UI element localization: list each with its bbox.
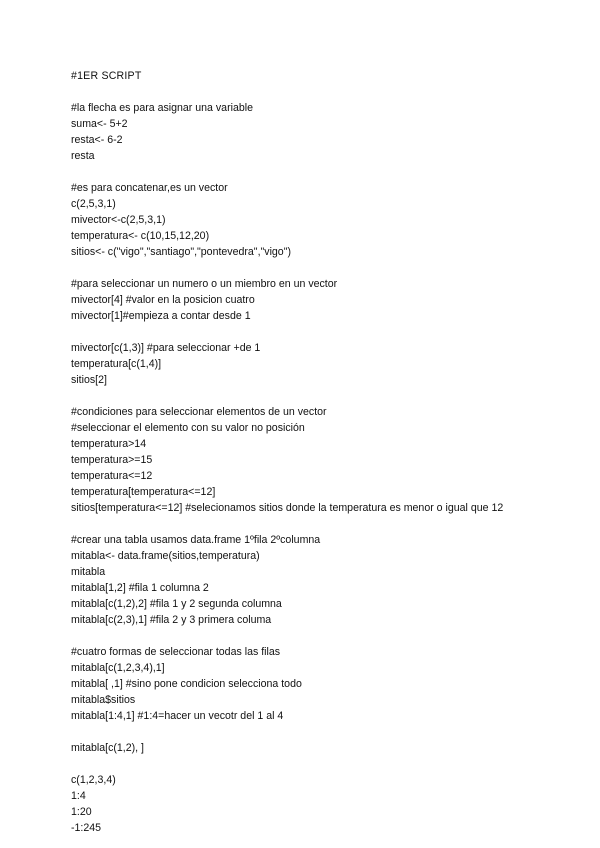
code-line: suma<- 5+2	[71, 118, 128, 130]
code-line: c(2,5,3,1)	[71, 198, 116, 210]
blank-line	[71, 84, 591, 100]
code-line: resta	[71, 150, 95, 162]
code-line: temperatura<- c(10,15,12,20)	[71, 230, 210, 242]
code-line: sitios<- c("vigo","santiago","pontevedra","vigo")	[71, 246, 291, 258]
code-line: mitabla<- data.frame(sitios,temperatura)	[71, 550, 260, 562]
comment-line: #crear una tabla usamos data.frame 1ºfila 2ºcolumna	[71, 534, 321, 546]
blank-line	[71, 516, 591, 532]
code-line: mitabla	[71, 566, 106, 578]
code-line: 1:20	[71, 806, 92, 818]
script-text	[71, 68, 591, 836]
blank-line	[71, 388, 591, 404]
code-line: mitabla[c(1,2,3,4),1]	[71, 662, 165, 674]
blank-line	[71, 324, 591, 340]
code-line: temperatura[temperatura<=12]	[71, 486, 216, 498]
blank-line	[71, 164, 591, 180]
code-line: mitabla[c(1,2), ]	[71, 742, 145, 754]
code-line: sitios[2]	[71, 374, 107, 386]
code-line: temperatura<=12	[71, 470, 153, 482]
comment-line: #es para concatenar,es un vector	[71, 182, 228, 194]
code-line: mitabla$sitios	[71, 694, 136, 706]
code-line: c(1,2,3,4)	[71, 774, 116, 786]
comment-line: #para seleccionar un numero o un miembro en un vector	[71, 278, 338, 290]
code-line: mivector[c(1,3)] #para seleccionar +de 1	[71, 342, 261, 354]
blank-line	[71, 260, 591, 276]
code-line: mitabla[ ,1] #sino pone condicion selecciona todo	[71, 678, 302, 690]
code-line: mitabla[1:4,1] #1:4=hacer un vecotr del 1 al 4	[71, 710, 284, 722]
comment-line: #la flecha es para asignar una variable	[71, 102, 253, 114]
comment-line: #cuatro formas de seleccionar todas las filas	[71, 646, 281, 658]
code-line: temperatura[c(1,4)]	[71, 358, 162, 370]
code-line: resta<- 6-2	[71, 134, 123, 146]
blank-line	[71, 628, 591, 644]
code-line: sitios[temperatura<=12] #selecionamos sitios donde la temperatura es menor o igual que 12	[71, 502, 504, 514]
code-line: -1:245	[71, 822, 102, 834]
code-line: mitabla[c(1,2),2] #fila 1 y 2 segunda columna	[71, 598, 282, 610]
comment-line: #condiciones para seleccionar elementos de un vector	[71, 406, 327, 418]
blank-line	[71, 756, 591, 772]
blank-line	[71, 724, 591, 740]
code-line: mitabla[1,2] #fila 1 columna 2	[71, 582, 209, 594]
code-line: 1:4	[71, 790, 86, 802]
code-line: mivector[1]#empieza a contar desde 1	[71, 310, 251, 322]
code-line: temperatura>=15	[71, 454, 153, 466]
comment-line: #seleccionar el elemento con su valor no posición	[71, 422, 305, 434]
code-line: mitabla[c(2,3),1] #fila 2 y 3 primera columa	[71, 614, 272, 626]
code-line: temperatura>14	[71, 438, 147, 450]
script-title: #1ER SCRIPT	[71, 70, 142, 82]
code-line: mivector<-c(2,5,3,1)	[71, 214, 166, 226]
code-line: mivector[4] #valor en la posicion cuatro	[71, 294, 255, 306]
